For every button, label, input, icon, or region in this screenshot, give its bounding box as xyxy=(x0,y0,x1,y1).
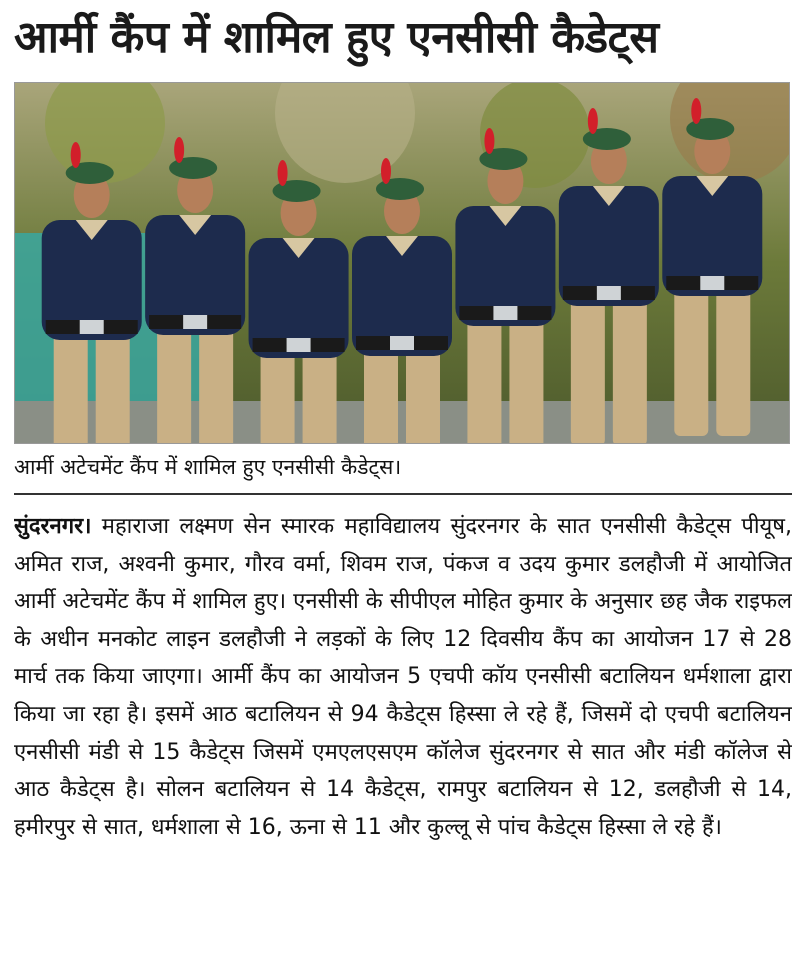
cadet-hackle xyxy=(588,108,598,134)
cadet-trouser-right xyxy=(716,286,750,436)
photo-caption: आर्मी अटेचमेंट कैंप में शामिल हुए एनसीसी कैडेट्स। xyxy=(14,455,402,479)
cadet-belt-buckle xyxy=(287,338,311,352)
news-photo xyxy=(14,82,790,444)
cadet-hackle xyxy=(174,137,184,163)
cadet-belt-buckle xyxy=(597,286,621,300)
article-body-text: महाराजा लक्ष्मण सेन स्मारक महाविद्यालय सुंदरनगर के सात एनसीसी कैडेट्स पीयूष, अमित राज, अश्वनी कुमार, गौरव वर्मा, शिवम राज, पंकज व उदय कुमार डलहौजी में आयोजित आर्मी अटेचमेंट कैंप में शामिल हुए। एनसीसी के सीपीएल मोहित कुमार के अनुसार छह जैक राइफल के अधीन मनकोट लाइन डलहौजी ने लड़कों के लिए 12 दिवसीय कैंप का आयोजन 17 से 28 मार्च तक किया जाएगा। आर्मी कैंप का आयोजन 5 एचपी कॉय एनसीसी बटालियन धर्मशाला द्वारा किया जा रहा है। इसमें आठ बटालियन से 94 कैडेट्स हिस्सा ले रहे हैं, जिसमें दो एचपी बटालियन एनसीसी मंडी से 15 कैडेट्स जिसमें एमएलएसएम कॉलेज सुंदरनगर से सात और मंडी कॉलेज से आठ कैडेट्स है। सोलन बटालियन से 14 कैडेट्स, रामपुर बटालियन से 12, डलहौजी से 14, हमीरपुर से सात, धर्मशाला से 16, ऊना से 11 और कुल्लू से पांच कैडेट्स हिस्सा ले रहे हैं। xyxy=(14,514,792,840)
cadet-trouser-right xyxy=(613,296,647,443)
cadet-trouser-left xyxy=(261,348,295,443)
cadet-trouser-left xyxy=(467,316,501,443)
cadet-hackle xyxy=(381,158,391,184)
dateline: सुंदरनगर। xyxy=(14,514,92,539)
cadet-trouser-left xyxy=(674,286,708,436)
cadet-trouser-right xyxy=(303,348,337,443)
cadet-belt-buckle xyxy=(80,320,104,334)
article-body xyxy=(14,508,792,954)
cadet-belt-buckle xyxy=(700,276,724,290)
cadet-belt-buckle xyxy=(493,306,517,320)
divider xyxy=(14,493,792,495)
cadet-trouser-left xyxy=(571,296,605,443)
cadet-hackle xyxy=(71,142,81,168)
cadet-hackle xyxy=(691,98,701,124)
cadet-trouser-right xyxy=(96,330,130,443)
cadet-trouser-left xyxy=(157,325,191,443)
cadet-hackle xyxy=(484,128,494,154)
cadet-trouser-right xyxy=(199,325,233,443)
cadet-belt-buckle xyxy=(183,315,207,329)
cadet-hackle xyxy=(278,160,288,186)
cadet-trouser-right xyxy=(406,346,440,443)
cadet-trouser-left xyxy=(364,346,398,443)
ground xyxy=(15,401,789,443)
cadet-trouser-right xyxy=(509,316,543,443)
cadet-trouser-left xyxy=(54,330,88,443)
headline: आर्मी कैंप में शामिल हुए एनसीसी कैडेट्स xyxy=(14,12,659,63)
cadet-belt-buckle xyxy=(390,336,414,350)
cadets-photo-illustration xyxy=(15,83,789,443)
